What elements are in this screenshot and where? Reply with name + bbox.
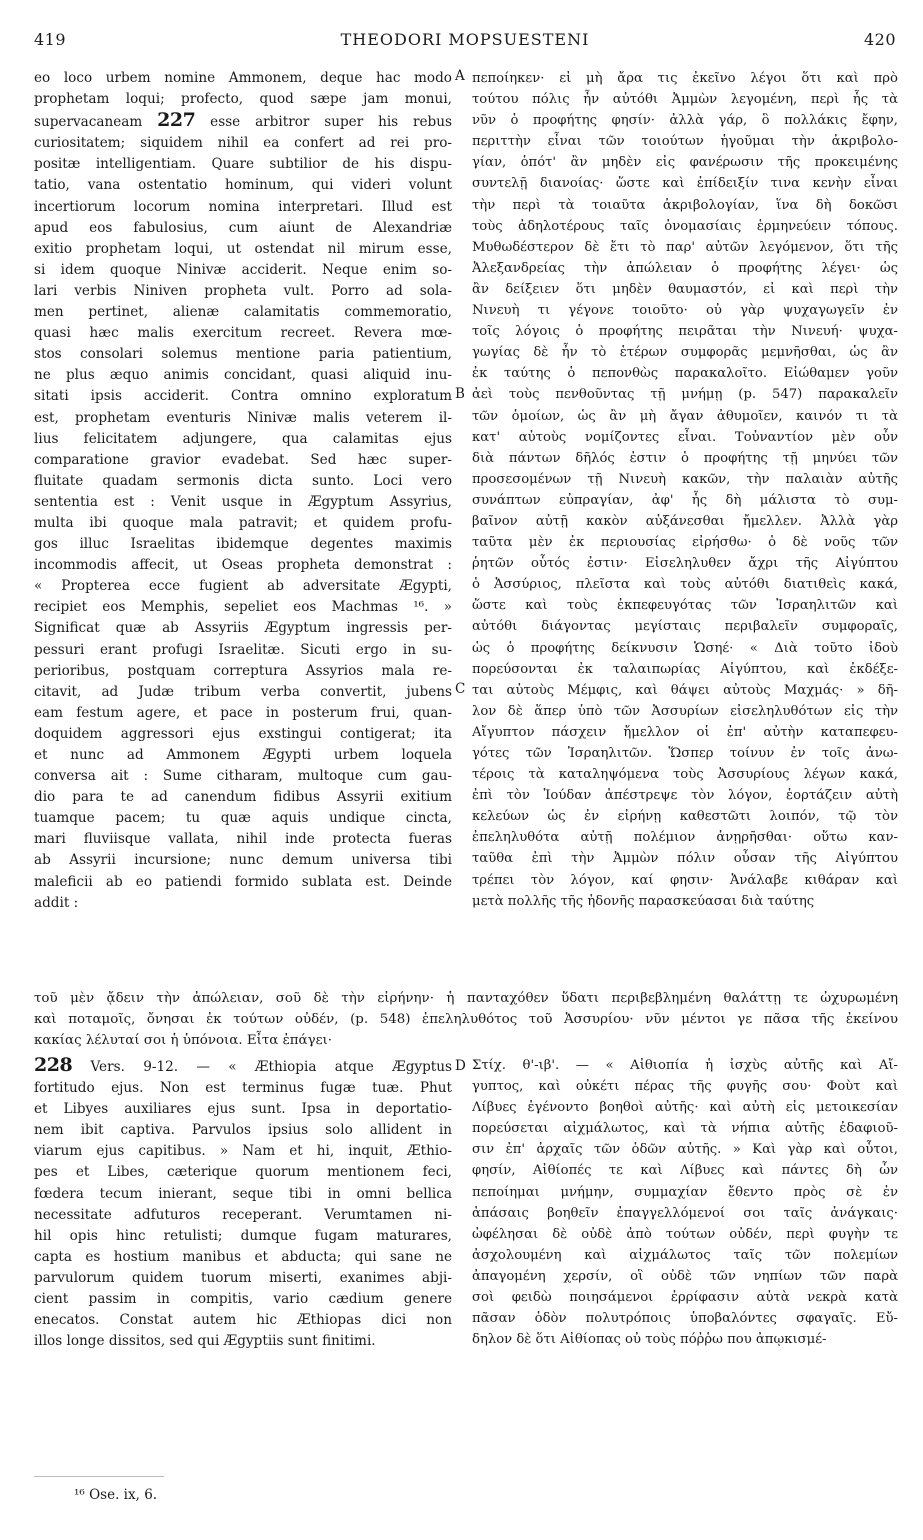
greek-text-line: καὶ ποταμοῖς, ὄνησαι ἐκ τούτων οὐδέν, (p. 548) ἐπεληλυθότος τοῦ Ἀσσυρίου· νῦν μέντοι γε πᾶσα τῆς ἐκείνου [34,1012,898,1028]
latin-text-line: Significat quæ ab Assyriis Ægyptum ingressis per- [34,620,452,637]
latin-text-line: enecatos. Constat autem hic Æthiopas dici non [34,1312,452,1329]
greek-text-line: αὐτόθι διάγοντας μεγίσταις περιβαλεῖν συμφοραῖς, [472,619,898,635]
latin-text-line: incertiorum locorum nomina interpretari. Illud est [34,198,452,215]
page-number-left: 419 [34,30,67,49]
greek-text-line: ται αὐτοὺς Μέμφις, καὶ θάψει αὐτοὺς Μαχμάς· » δῆ- [472,682,898,698]
greek-text-line: πεποίημαι μνήμην, συμμαχίαν ἔθεντο πρὸς σὲ ἐν [472,1184,898,1200]
latin-column-bottom [34,1055,452,1352]
greek-text-line: λον δὲ ἅπερ ὑπὸ τῶν Ἀσσυρίων εἰσεληλυθότων εἰς τὴν [472,703,898,719]
greek-text-line: ἀεὶ τοὺς πενθοῦντας τῇ μνήμῃ (p. 547) παρακαλεῖν [472,387,898,403]
section-number: 228 [34,1055,73,1076]
greek-text-line: γίαν, ὁπότ' ἂν μηδὲν εἰς φανέρωσιν τῆς προκειμένης [472,155,898,171]
greek-text-line: συντελῇ διανοίας· ὥστε καὶ ἐπίδειξίν τινα κενὴν εἶναι [472,176,898,192]
latin-text-line: addit : [34,894,79,911]
greek-text-line: κατ' αὐτοὺς νομίζοντες εἶναι. Τοὐναντίον μὲν οὖν [472,429,898,445]
greek-text-line: κελεύων ὡς ἐν εἰρήνῃ καθεστῶτι λοιπόν, τῷ τὸν [472,809,898,825]
greek-text-line: Ἀλεξανδρείας τὴν ἀπώλειαν ὁ προφήτης λέγει· ὡς [472,260,898,276]
greek-text-line: τοῖς λόγοις ὁ προφήτης πειρᾶται τὴν Νινευή· ψυχα- [472,324,898,340]
latin-text-line: eam festum agere, et pace in posterum frui, quan- [34,704,452,721]
latin-text-line: pessuri erant profugi Israelitæ. Sicuti ergo in su- [34,641,452,658]
latin-text-line: maleficii ab eo patiendi formido sublata est. Deinde [34,873,452,890]
greek-text-line: πᾶσαν ὁδὸν πολυτρόποις ὑποβαλόντες σφαγαῖς. Εὔ- [472,1311,898,1327]
greek-text-line: γότες τῶν Ἰσραηλιτῶν. Ὥσπερ τοίνυν ἐν τοῖς ἀνω- [472,746,898,761]
latin-text-line: pes et Libes, cæterique quorum mentionem feci, [34,1164,452,1181]
greek-text-line: ἀπαγομένη χερσίν, οἳ οὐδὲ τῶν νηπίων τῶν παρὰ [472,1268,898,1284]
latin-text-line: fortitudo ejus. Non est terminus fugæ tuæ. Phut [34,1080,452,1097]
greek-text-line: Μυθωδέστερον δὲ ἔτι τὸ παρ' αὐτῶν λεγόμενον, ὅτι τῆς [472,239,898,255]
greek-text-line: Στίχ. θ'-ιβ'. — « Αἰθιοπία ἡ ἰσχὺς αὐτῆς καὶ Αἴ- [472,1058,898,1073]
latin-text-line: apud eos fabulosius, cum aiunt de Alexandriæ [34,219,452,236]
greek-text-line: κακίας λέλυταί σοι ἡ ὑπόνοια. Εἶτα ἐπάγει· [34,1033,333,1049]
latin-text-line: nem ibit captiva. Parvulos ipsius solo allident in [34,1122,452,1139]
greek-text-line: γυπτος, καὶ οὐκέτι πέρας τῆς φυγῆς σου· Φοὺτ καὶ [472,1079,898,1095]
latin-text-line: doquidem aggressori ejus exstingui contigerat; ita [34,725,452,742]
greek-text-line: Νινευὴ τι γέγονε τοιοῦτο· οὐ γὰρ ψυχαγωγεῖν ἐν [472,303,898,319]
latin-text-line: si idem quoque Ninivæ acciderit. Neque enim so- [34,261,452,278]
greek-text-line: τρέπει τὸν λόγον, καί φησιν· Ἀνάλαβε κιθάραν καὶ [472,872,898,888]
latin-text-line: incommodis affecit, ut Oseas propheta demonstrat : [34,557,452,574]
latin-text-line: lari verbis Niniven propheta vult. Porro ad sola- [34,282,452,299]
greek-text-line: τέροις τὰ καταληψόμενα τοὺς Ἀσσυρίους λέγων κακά, [472,767,898,783]
latin-text-line: conversa ait : Sume citharam, multoque cum gau- [34,768,452,785]
latin-text-line: fluitate quadam sermonis dicta sunto. Loci vero [34,472,452,489]
latin-column-top [34,68,452,914]
greek-text-line: νῦν ὁ προφήτης φησίν· ἀλλὰ γάρ, ὃ πολλάκις ἔφην, [472,113,898,129]
greek-text-line: μετὰ πολλῆς τῆς ἡδονῆς παρασκεύασαι διὰ ταύτης [472,893,815,909]
greek-text-line: προσεσομένων τῇ Νινευὴ κακῶν, τὴν παλαιὰν αὐτῆς [472,471,898,487]
page-number-right: 420 [863,30,896,49]
greek-text-line: τοῦ μὲν ᾄδειν τὴν ἀπώλειαν, σοῦ δὲ τὴν εἰρήνην· ἡ πανταχόθεν ὕδατι περιβεβλημένη θαλάττῃ τε ὠχυρωμένη [34,991,898,1006]
latin-text-line: tatio, vana ostentatio hominum, qui videri volunt [34,177,452,194]
greek-text-line: ὁ Ἀσσύριος, πλεῖστα καὶ τοὺς αὐτόθι διατιθεὶς κακά, [472,577,898,593]
latin-text-line: et nunc ad Ammonem Ægypti urbem loquela [34,747,452,763]
latin-text-line: viarum ejus capitibus. » Nam et hi, inquit, Æthio- [34,1143,452,1160]
greek-text-line: βαῖνον αὐτῇ κακὸν αὐξάνεσθαι ἤμελλεν. Ἀλλὰ γὰρ [472,513,898,529]
latin-text-line: est, prophetam eventuris Ninivæ malis veterem il- [34,409,452,426]
greek-text-line: τοὺς ἀδηλοτέρους ταῖς ὀνομασίαις ἑρμηνεύειν τόπους. [472,218,898,234]
latin-text-line: mari fluviisque vallata, nihil inde protecta fueras [34,831,452,848]
margin-marker-d: D [455,1058,466,1074]
latin-text-line: sententia est : Venit usque in Ægyptum Assyrius, [34,493,452,510]
greek-text-line: Λίβυες ἐγένοντο βοηθοὶ αὐτῆς· καὶ αὐτὴ εἰς μετοικεσίαν [472,1100,898,1116]
latin-text-line: eo loco urbem nomine Ammonem, deque hac modo [34,70,452,86]
latin-text-line: exitio prophetam loqui, ut ostendat nil mirum esse, [34,240,452,257]
margin-marker-c: C [455,681,466,697]
greek-text-line: ῥητῶν οὗτός ἐστιν· Εἰσεληλυθεν ἄχρι τῆς Αἰγύπτου [472,556,898,572]
greek-text-line: ἐπεληλυθότα αὐτῇ πολέμιον ἀνῃρῆσθαι· οὕτω καν- [472,830,898,846]
greek-text-line: γωγίας δὲ ἦν τὸ ἑτέρων συμφορᾶς μεμνῆσθαι, ὡς ἂν [472,345,898,361]
greek-text-line: ἀσχολουμένη καὶ αἰχμάλωτος ταῖς τῶν πολεμίων [472,1247,898,1263]
latin-text-line: tuamque pacem; tu quæ aquis undique cincta, [34,810,452,827]
margin-marker-a: A [455,68,465,84]
greek-text-line: πεποίηκεν· εἰ μὴ ἄρα τις ἐκεῖνο λέγοι ὅτι καὶ πρὸ [472,71,898,86]
latin-text-line: dio para te ad canendum fidibus Assyrii exitium [34,789,452,806]
latin-text-line: necessitate adfuturos receperant. Verumtamen ni- [34,1206,452,1223]
latin-text-line: supervacaneam 227 esse arbitror super his rebus [34,110,452,132]
greek-text-line: ὥστε καὶ τοὺς ἐκπεφευγότας τῶν Ἰσραηλιτῶν καὶ [472,598,898,614]
latin-text-line: parvulorum quidem tuorum miserti, exanimes abji- [34,1269,452,1286]
section-number: 227 [157,110,196,132]
latin-text-line: « Propterea ecce fugient ab adversitate Ægypti, [34,578,452,595]
greek-text-line: ἐκ ταύτης ὁ πεπονθὼς παρακαλοῖτο. Εἰώθαμεν γοῦν [472,366,898,382]
footnote-rule [34,1476,164,1477]
greek-text-line: τὴν περὶ τὰ τοιαῦτα ἀκριβολογίαν, ἵνα δὴ δοκῶσι [472,197,898,213]
greek-text-line: τούτου πόλις ἦν αὐτόθι Ἀμμὼν λεγομένη, περὶ ἧς τὰ [472,92,898,108]
latin-text-line: hil opis hinc retulisti; dumque fugam maturares, [34,1227,452,1244]
latin-text-line: perioribus, postquam correptura Assyrios mala re- [34,662,452,679]
running-title: THEODORI MOPSUESTENI [340,30,590,49]
latin-text-line: citavit, ad Judæ tribum verba convertit, jubens [34,683,452,700]
greek-text-line: ἁπάσαις βοηθεῖν ἐπαγγελλόμενοί σοι ταῖς ἀνάγκαις· [472,1205,898,1221]
greek-text-line: ἂν δείξειεν ὅτι μηδὲν θαυμαστόν, εἰ καὶ περὶ τὴν [472,281,898,297]
greek-text-line: ταῦθα ἐπὶ τὴν Ἀμμὼν πόλιν οὖσαν τῆς Αἰγύπτου [472,851,898,867]
greek-column-top [472,68,898,912]
greek-text-line: ἐπὶ τὸν Ἰούδαν ἀπέστρεψε τὸν λόγον, ἑορτάζειν αὐτὴ [472,788,898,804]
latin-text-line: cient passim in compitis, vario cædium genere [34,1291,452,1308]
greek-column-bottom [472,1055,898,1350]
latin-text-line: prophetam loqui; profecto, quod sæpe jam monui, [34,91,452,108]
latin-text-line: ne plus æquo animis concidant, quasi aliquid inu- [34,367,452,384]
greek-text-line: ὡς ὁ προφήτης δείκνυσιν Ὡσηέ· « Διὰ τοῦτο ἰδοὺ [472,640,898,656]
greek-text-line: διὰ πάντων δῆλός ἐστιν ὁ προφήτης τῇ μηνύει τῶν [472,450,898,466]
latin-text-line: lius felicitatem adjungere, qua calamitas ejus [34,430,452,447]
greek-text-line: σιν ἐπ' ἀρχαῖς τῶν ὁδῶν αὐτῆς. » Καὶ γὰρ καὶ οὗτοι, [472,1142,898,1158]
latin-text-line: 228 Vers. 9-12. — « Æthiopia atque Ægyptus [34,1055,452,1076]
page-header [34,30,896,56]
footnote: ¹⁶ Ose. ix, 6. [74,1487,158,1503]
latin-text-line: quasi hæc malis exercitum recreet. Revera mœ- [34,325,452,342]
latin-text-line: ab Assyrii incursione; nunc demum universa tibi [34,852,452,869]
latin-text-line: comparatione gravior evadebat. Sed hæc super- [34,451,452,468]
latin-text-line: illos longe dissitos, sed qui Ægyptiis sunt finitimi. [34,1333,376,1350]
greek-text-line: φησίν, Αἰθίοπές τε καὶ Λίβυες καὶ πάντες δὴ ὧν [472,1163,898,1179]
latin-text-line: multa ibi quoque mala patravit; et quidem profu- [34,514,452,531]
greek-text-line: πορεύσεται αἰχμάλωτος, καὶ τὰ νήπια αὐτῆς ἐδαφιοῦ- [472,1121,898,1137]
latin-text-line: capta es hostium manibus et abducta; qui sane ne [34,1248,452,1265]
latin-text-line: sitati ipsis acciderit. Contra omnino exploratum [34,388,452,405]
latin-text-line: recipiet eos Memphis, sepeliet eos Machmas ¹⁶. » [34,599,452,616]
latin-text-line: positæ intelligentiam. Quare subtilior de his dispu- [34,156,452,173]
latin-text-line: fœdera tecum inierant, seque tibi in omni bellica [34,1185,452,1202]
greek-text-line: συνάπτων εὐπραγίαν, ἀφ' ἧς δὴ μάλιστα τὸ συμ- [472,492,898,508]
latin-text-line: curiositatem; siquidem nihil ea confert ad rei pro- [34,135,452,152]
greek-text-line: ὠφέλησαι δὲ οὐδὲ ἀπὸ τούτων οὐδέν, περὶ φυγὴν τε [472,1226,898,1242]
greek-text-line: Αἴγυπτον πάσχειν ἤμελλον οἱ ἐπ' αὐτὴν καταπεφευ- [472,724,898,740]
greek-text-line: περιττὴν εἶναι τῶν τοιούτων ἡγοῦμαι τὴν ἀκριβολο- [472,134,898,150]
latin-text-line: gos illuc Israelitas ibidemque degentes maximis [34,536,452,553]
greek-full-width-text [34,988,898,1051]
greek-text-line: δηλον δὲ ὅτι Αἰθίοπας οὐ τοὺς πόῤῥω που ἀπῳκισμέ- [472,1332,827,1348]
latin-text-line: et Libyes auxiliares ejus sunt. Ipsa in deportatio- [34,1101,452,1118]
greek-text-line: σοὶ φειδὼ ποιησάμενοι ἐρρίφασιν αὐτὰ νεκρὰ κατὰ [472,1290,898,1306]
greek-text-line: τῶν ὁμοίων, ὡς ἂν μὴ ἄγαν ἀθυμοῖεν, καινόν τι τὰ [472,408,898,424]
greek-text-line: ταῦτα μὲν ἐκ περιουσίας εἰρήσθω· ὁ δὲ νοῦς τῶν [472,535,898,551]
greek-text-line: πορεύσονται ἐκ ταλαιπωρίας Αἰγύπτου, καὶ ἐκδέξε- [472,661,898,677]
latin-text-line: stos consolari solemus mentione paria patientium, [34,346,452,363]
latin-text-line: men pertinet, alienæ calamitatis commemoratio, [34,304,452,321]
margin-marker-b: B [455,386,465,402]
